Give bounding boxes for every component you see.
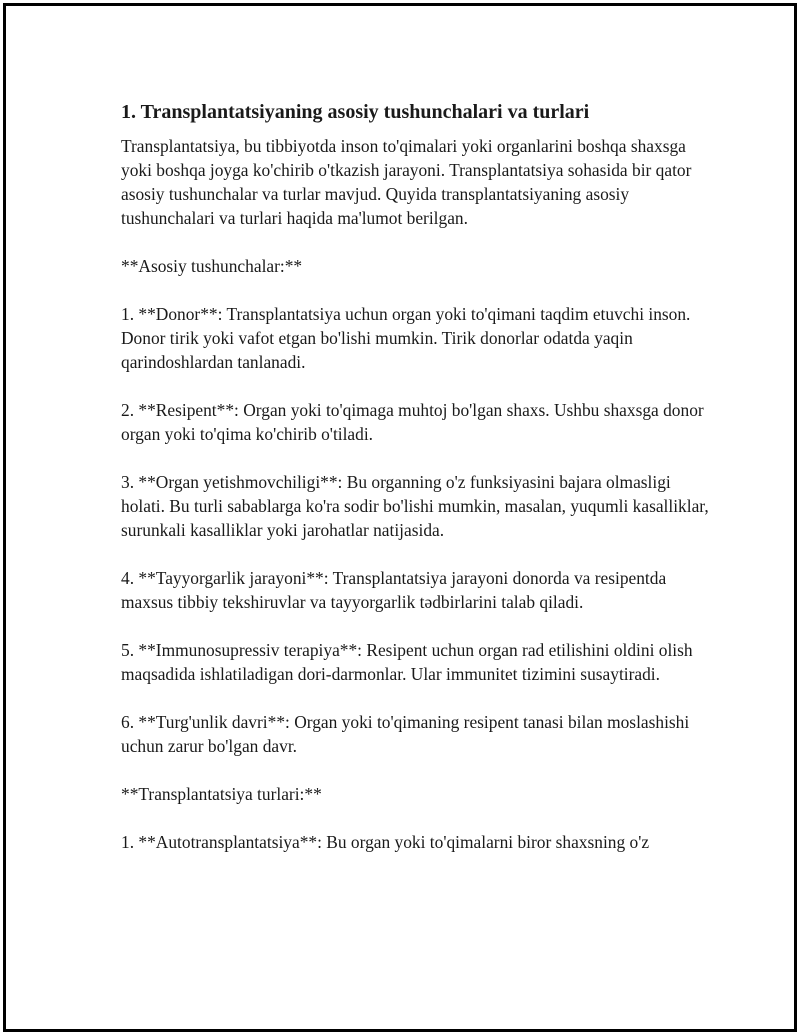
concept-organ-failure: 3. **Organ yetishmovchiligi**: Bu organning o'z funksiyasini bajara olmasligi holati. Bu turli sabablarga ko'ra sodir bo'lishi mumkin, masalan, yuqumli kasalliklar, surunkali kasalliklar yoki jarohatlar natijasida. [121,472,709,540]
concept-donor: 1. **Donor**: Transplantatsiya uchun organ yoki to'qimani taqdim etuvchi inson. Donor tirik yoki vafot etgan bo'lishi mumkin. Tirik donorlar odatda yaqin qarindoshlardan tanlanadi. [121,304,691,372]
concept-recipient: 2. **Resipent**: Organ yoki to'qimaga muhtoj bo'lgan shaxs. Ushbu shaxsga donor organ yoki to'qima ko'chirib o'tiladi. [121,400,704,444]
types-subheading: **Transplantatsiya turlari:** [121,784,322,804]
intro-paragraph: Transplantatsiya, bu tibbiyotda inson to'qimalari yoki organlarini boshqa shaxsga yoki boshqa joyga ko'chirib o'tkazish jarayoni. Transplantatsiya sohasida bir qator asosiy tushunchalar va turlar mavjud. Quyida transplantatsiyaning asosiy tushunchalari va turlari haqida ma'lumot berilgan. [121,136,692,228]
type-autotransplantation: 1. **Autotransplantatsiya**: Bu organ yoki to'qimalarni biror shaxsning o'z [121,832,650,852]
concept-immunosuppressive-therapy: 5. **Immunosupressiv terapiya**: Resipent uchun organ rad etilishini oldini olish maqsadida ishlatiladigan dori-darmonlar. Ular immunitet tizimini susaytiradi. [121,640,693,684]
page-frame [3,3,797,1032]
concept-adaptation-period: 6. **Turg'unlik davri**: Organ yoki to'qimaning resipent tanasi bilan moslashishi uchun zarur bo'lgan davr. [121,712,690,756]
concept-preparation: 4. **Tayyorgarlik jarayoni**: Transplantatsiya jarayoni donorda va resipentda maxsus tibbiy tekshiruvlar va tayyorgarlik tədbirlarini talab qiladi. [121,568,667,612]
document-body [121,99,711,854]
section-heading: 1. Transplantatsiyaning asosiy tushunchalari va turlari [121,101,590,123]
concepts-subheading: **Asosiy tushunchalar:** [121,256,303,276]
